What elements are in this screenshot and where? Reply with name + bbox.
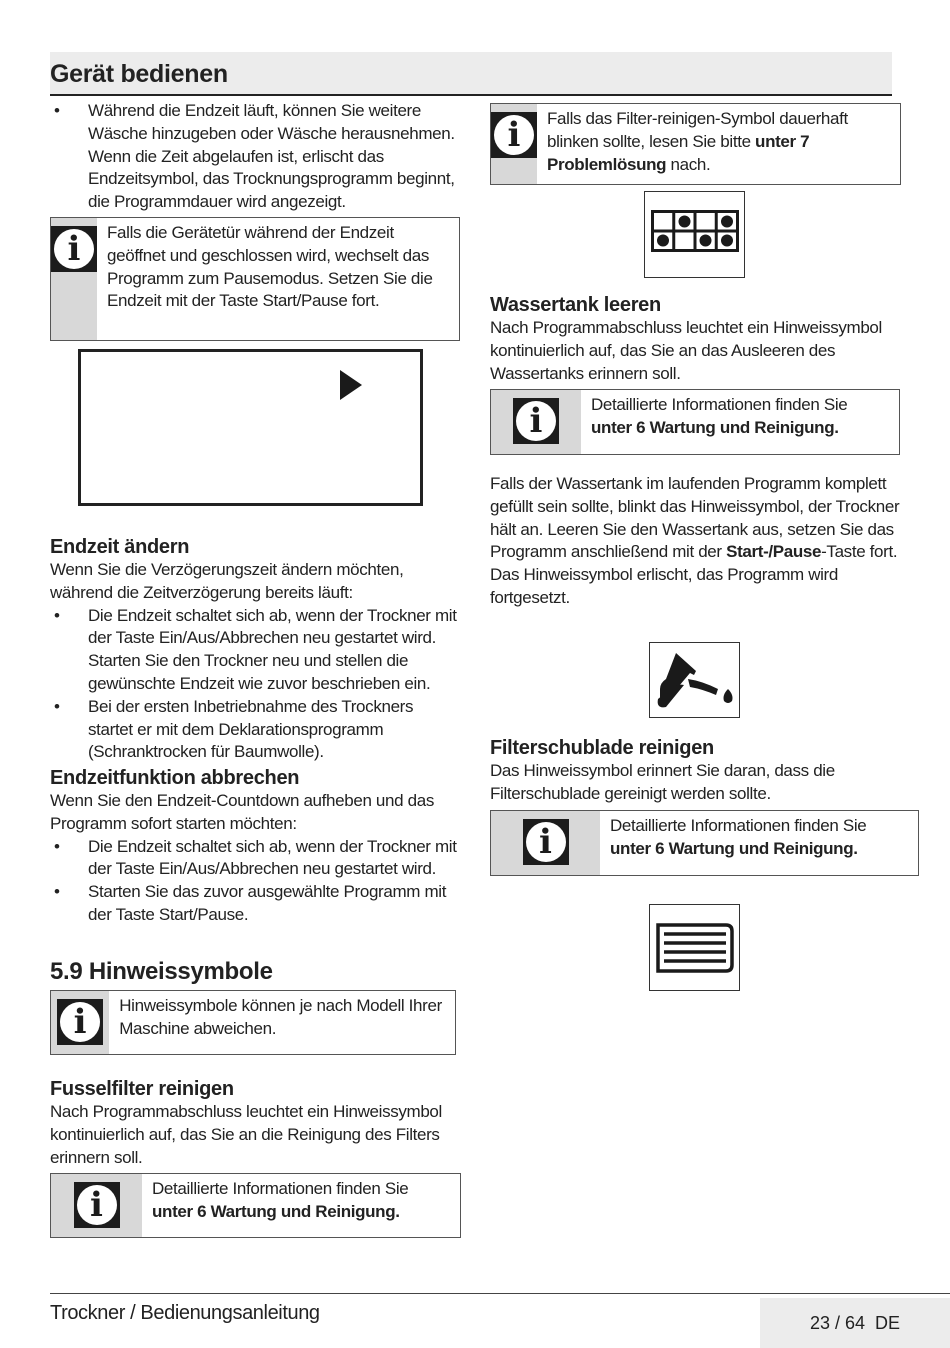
note-end: nach. xyxy=(666,154,711,174)
drawer-symbol-box xyxy=(649,904,740,991)
note-text xyxy=(537,104,900,184)
display-illustration xyxy=(78,349,423,506)
page-number-box xyxy=(760,1298,950,1348)
para-bold: Start-/Pause xyxy=(726,542,822,562)
wassertank-text: Nach Programmabschluss leuchtet ein Hinweissymbol kontinuierlich auf, das Sie an das Ausleeren des Wassertanks erinnern soll. xyxy=(490,318,882,383)
info-icon-cell xyxy=(491,390,581,454)
filterschublade-text: Das Hinweissymbol erinnert Sie daran, dass die Filterschublade gereinigt werden sollte. xyxy=(490,761,835,803)
info-note xyxy=(490,103,901,185)
info-icon-cell xyxy=(51,1174,142,1237)
fusselfilter-text: Nach Programmabschluss leuchtet ein Hinweissymbol kontinuierlich auf, das Sie an die Reinigung des Filters erinnern soll. xyxy=(50,1102,442,1167)
endzeit-aendern-section xyxy=(50,559,462,764)
heading-endzeit-abbrechen: Endzeitfunktion abbrechen xyxy=(50,767,300,789)
page-number: 23 / 64 xyxy=(809,1312,865,1333)
note-text: Hinweissymbole können je nach Modell Ihrer Maschine abweichen. xyxy=(119,996,442,1038)
info-icon: i xyxy=(513,398,559,444)
footer-divider xyxy=(50,1293,950,1294)
note-plain: Detaillierte Informationen finden Sie xyxy=(152,1179,409,1198)
footer-title: Trockner / Bedienungsanleitung xyxy=(50,1302,320,1324)
heading-endzeit-aendern: Endzeit ändern xyxy=(50,536,190,558)
heading-filterschublade: Filterschublade reinigen xyxy=(490,737,714,759)
list-item: • Starten Sie das zuvor ausgewählte Programm mit der Taste Start/Pause. xyxy=(50,881,462,927)
info-icon-cell xyxy=(491,104,537,184)
filter-drawer-icon xyxy=(656,923,734,973)
endzeit-abbrechen-section xyxy=(50,790,462,927)
play-icon xyxy=(338,368,364,402)
paragraph: Wenn Sie die Verzögerungszeit ändern möchten, während die Zeitverzögerung bereits läuft: xyxy=(50,560,404,602)
list-item: • Bei der ersten Inbetriebnahme des Trockners startet er mit dem Deklarationsprogramm (Schranktrocken für Baumwolle). xyxy=(50,696,462,764)
heading-wassertank: Wassertank leeren xyxy=(490,294,661,316)
note-link: unter 6 Wartung und Reinigung. xyxy=(591,417,839,437)
info-icon-cell xyxy=(491,811,600,875)
filter-symbol-box xyxy=(644,191,745,278)
info-note xyxy=(50,1173,461,1238)
info-icon: i xyxy=(74,1182,120,1228)
note-link: unter 6 Wartung und Reinigung. xyxy=(152,1201,400,1221)
info-icon-cell xyxy=(51,218,97,340)
page-title: Gerät bedienen xyxy=(50,60,228,88)
page-header xyxy=(50,52,892,96)
info-icon: i xyxy=(51,226,97,272)
section-heading: 5.9 Hinweissymbole xyxy=(50,958,273,985)
water-tank-icon xyxy=(654,649,738,713)
water-tank-symbol-box xyxy=(649,642,740,718)
note-text xyxy=(600,811,874,875)
info-note xyxy=(490,810,919,876)
note-text: Falls die Gerätetür während der Endzeit geöffnet und geschlossen wird, wechselt das Programm zum Pausemodus. Setzen Sie die Endzeit mit der Taste Start/Pause fort. xyxy=(107,223,433,311)
paragraph: Wenn Sie den Endzeit-Countdown aufheben und das Programm sofort starten möchten: xyxy=(50,791,434,833)
wassertank-paragraph xyxy=(490,473,904,610)
info-icon: i xyxy=(57,999,103,1045)
note-plain: Detaillierte Informationen finden Sie xyxy=(610,816,867,835)
info-icon: i xyxy=(523,819,569,865)
note-link: unter 7 Problemlösung xyxy=(547,131,810,174)
info-note xyxy=(50,990,456,1055)
note-text xyxy=(142,1174,416,1237)
info-icon: i xyxy=(491,112,537,158)
language-code: DE xyxy=(875,1312,901,1333)
info-note xyxy=(490,389,900,455)
list-item: • Die Endzeit schaltet sich ab, wenn der Trockner mit der Taste Ein/Aus/Abbrechen neu gestartet wird. xyxy=(50,836,462,882)
para-text: Falls der Wassertank im laufenden Programm komplett gefüllt sein sollte, blinkt das Hinweissymbol, der Trockner hält an. Leeren Sie den Wassertank aus, setzen Sie das Programm anschließend mit der xyxy=(490,474,900,562)
note-plain: Detaillierte Informationen finden Sie xyxy=(591,395,848,414)
info-note xyxy=(50,217,460,341)
filter-clean-icon xyxy=(651,210,739,252)
note-link: unter 6 Wartung und Reinigung. xyxy=(610,838,858,858)
heading-fusselfilter: Fusselfilter reinigen xyxy=(50,1078,234,1100)
note-text xyxy=(581,390,855,454)
list-item: • Die Endzeit schaltet sich ab, wenn der Trockner mit der Taste Ein/Aus/Abbrechen neu gestartet wird. Starten Sie den Trockner neu und stellen die gewünschte Endzeit wie zuvor beschrieben ein. xyxy=(50,605,462,696)
intro-bullet-list xyxy=(50,100,462,214)
list-item: • Während die Endzeit läuft, können Sie weitere Wäsche hinzugeben oder Wäsche herausnehmen. Wenn die Zeit abgelaufen ist, erlischt das Endzeitsymbol, das Trocknungsprogramm beginnt, die Programmdauer wird angezeigt. xyxy=(50,100,462,214)
note-plain: Falls das Filter-reinigen-Symbol dauerhaft blinken sollte, lesen Sie bitte xyxy=(547,109,848,151)
para-text-end: -Taste fort. Das Hinweissymbol erlischt, das Programm wird fortgesetzt. xyxy=(490,542,898,607)
info-icon-cell xyxy=(51,991,109,1054)
